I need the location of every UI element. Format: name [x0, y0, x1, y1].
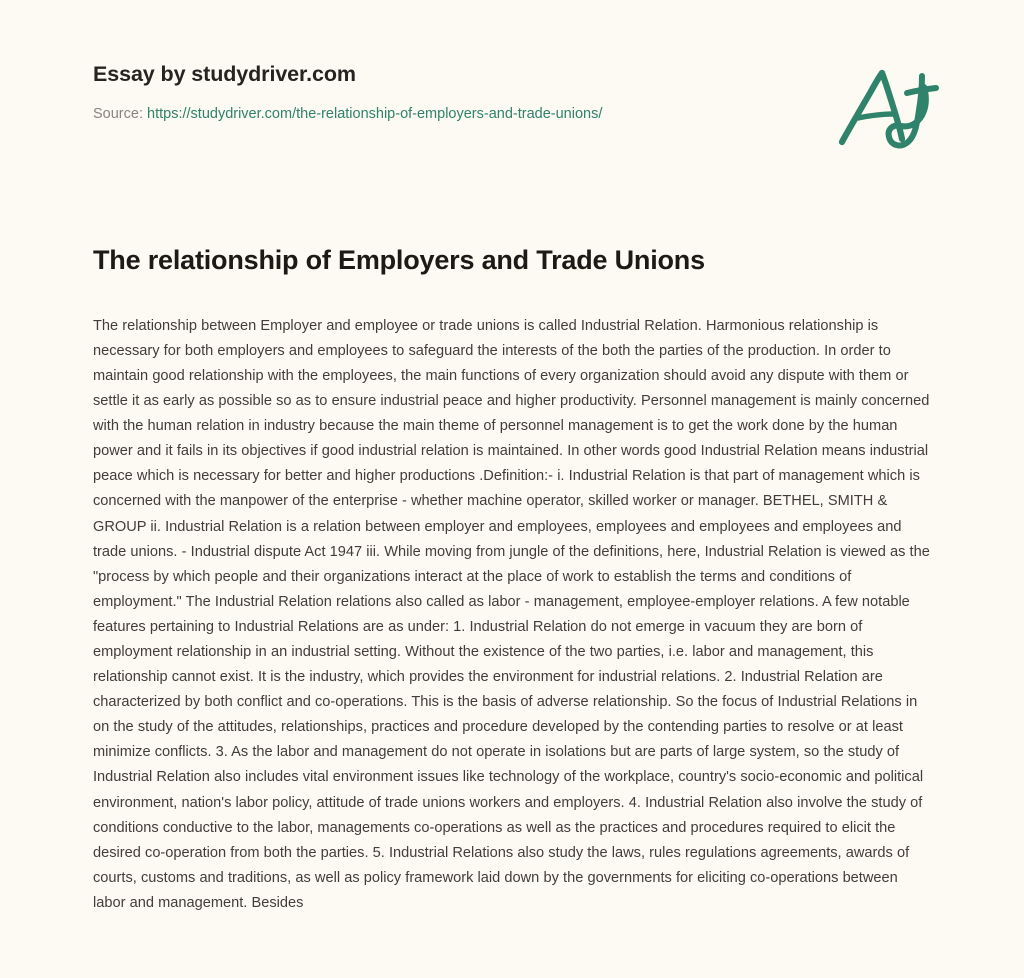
essay-by-heading: Essay by studydriver.com [93, 62, 356, 86]
essay-body-text: The relationship between Employer and employee or trade unions is called Industrial Relation. Harmonious relationship is necessary for both employers and employees to safeguard the interests of the both the parties of the production. In order to maintain good relationship with the employees, the main functions of every organization should avoid any dispute with them or settle it as early as possible so as to ensure industrial peace and higher productivity. Personnel management is mainly concerned with the human relation in industry because the main theme of personnel management is to get the work done by the human power and it fails in its objectives if good industrial relation is maintained. In other words good Industrial Relation means industrial peace which is necessary for better and higher productions .Definition:- i. Industrial Relation is that part of management which is concerned with the manpower of the enterprise - whether machine operator, skilled worker or manager. BETHEL, SMITH & GROUP ii. Industrial Relation is a relation between employer and employees, employees and employees and employees and trade unions. - Industrial dispute Act 1947 iii. While moving from jungle of the definitions, here, Industrial Relation is viewed as the "process by which people and their organizations interact at the place of work to establish the terms and conditions of employment." The Industrial Relation relations also called as labor - management, employee-employer relations. A few notable features pertaining to Industrial Relations are as under: 1. Industrial Relation do not emerge in vacuum they are born of employment relationship in an industrial setting. Without the existence of the two parties, i.e. labor and management, this relationship cannot exist. It is the industry, which provides the environment for industrial relations. 2. Industrial Relation are characterized by both conflict and co-operations. This is the basis of adverse relationship. So the focus of Industrial Relations in on the study of the attitudes, relationships, practices and procedure developed by the contending parties to resolve or at least minimize conflicts. 3. As the labor and management do not operate in isolations but are parts of large system, so the study of Industrial Relation also includes vital environment issues like technology of the workplace, country's socio-economic and political environment, nation's labor policy, attitude of trade unions workers and employers. 4. Industrial Relation also involve the study of conditions conductive to the labor, managements co-operations as well as the practices and procedures required to elicit the desired co-operation from both the parties. 5. Industrial Relations also study the laws, rules regulations agreements, awards of courts, customs and traditions, as well as policy framework laid down by the governments for eliciting co-operations between labor and management. Besides [93, 317, 930, 911]
document-header [93, 0, 931, 128]
page-title: The relationship of Employers and Trade Unions [93, 245, 705, 275]
source-label: Source: [93, 105, 143, 122]
source-url-link[interactable]: https://studydriver.com/the-relationship-of-employers-and-trade-unions/ [147, 105, 603, 122]
source-line [93, 105, 931, 124]
